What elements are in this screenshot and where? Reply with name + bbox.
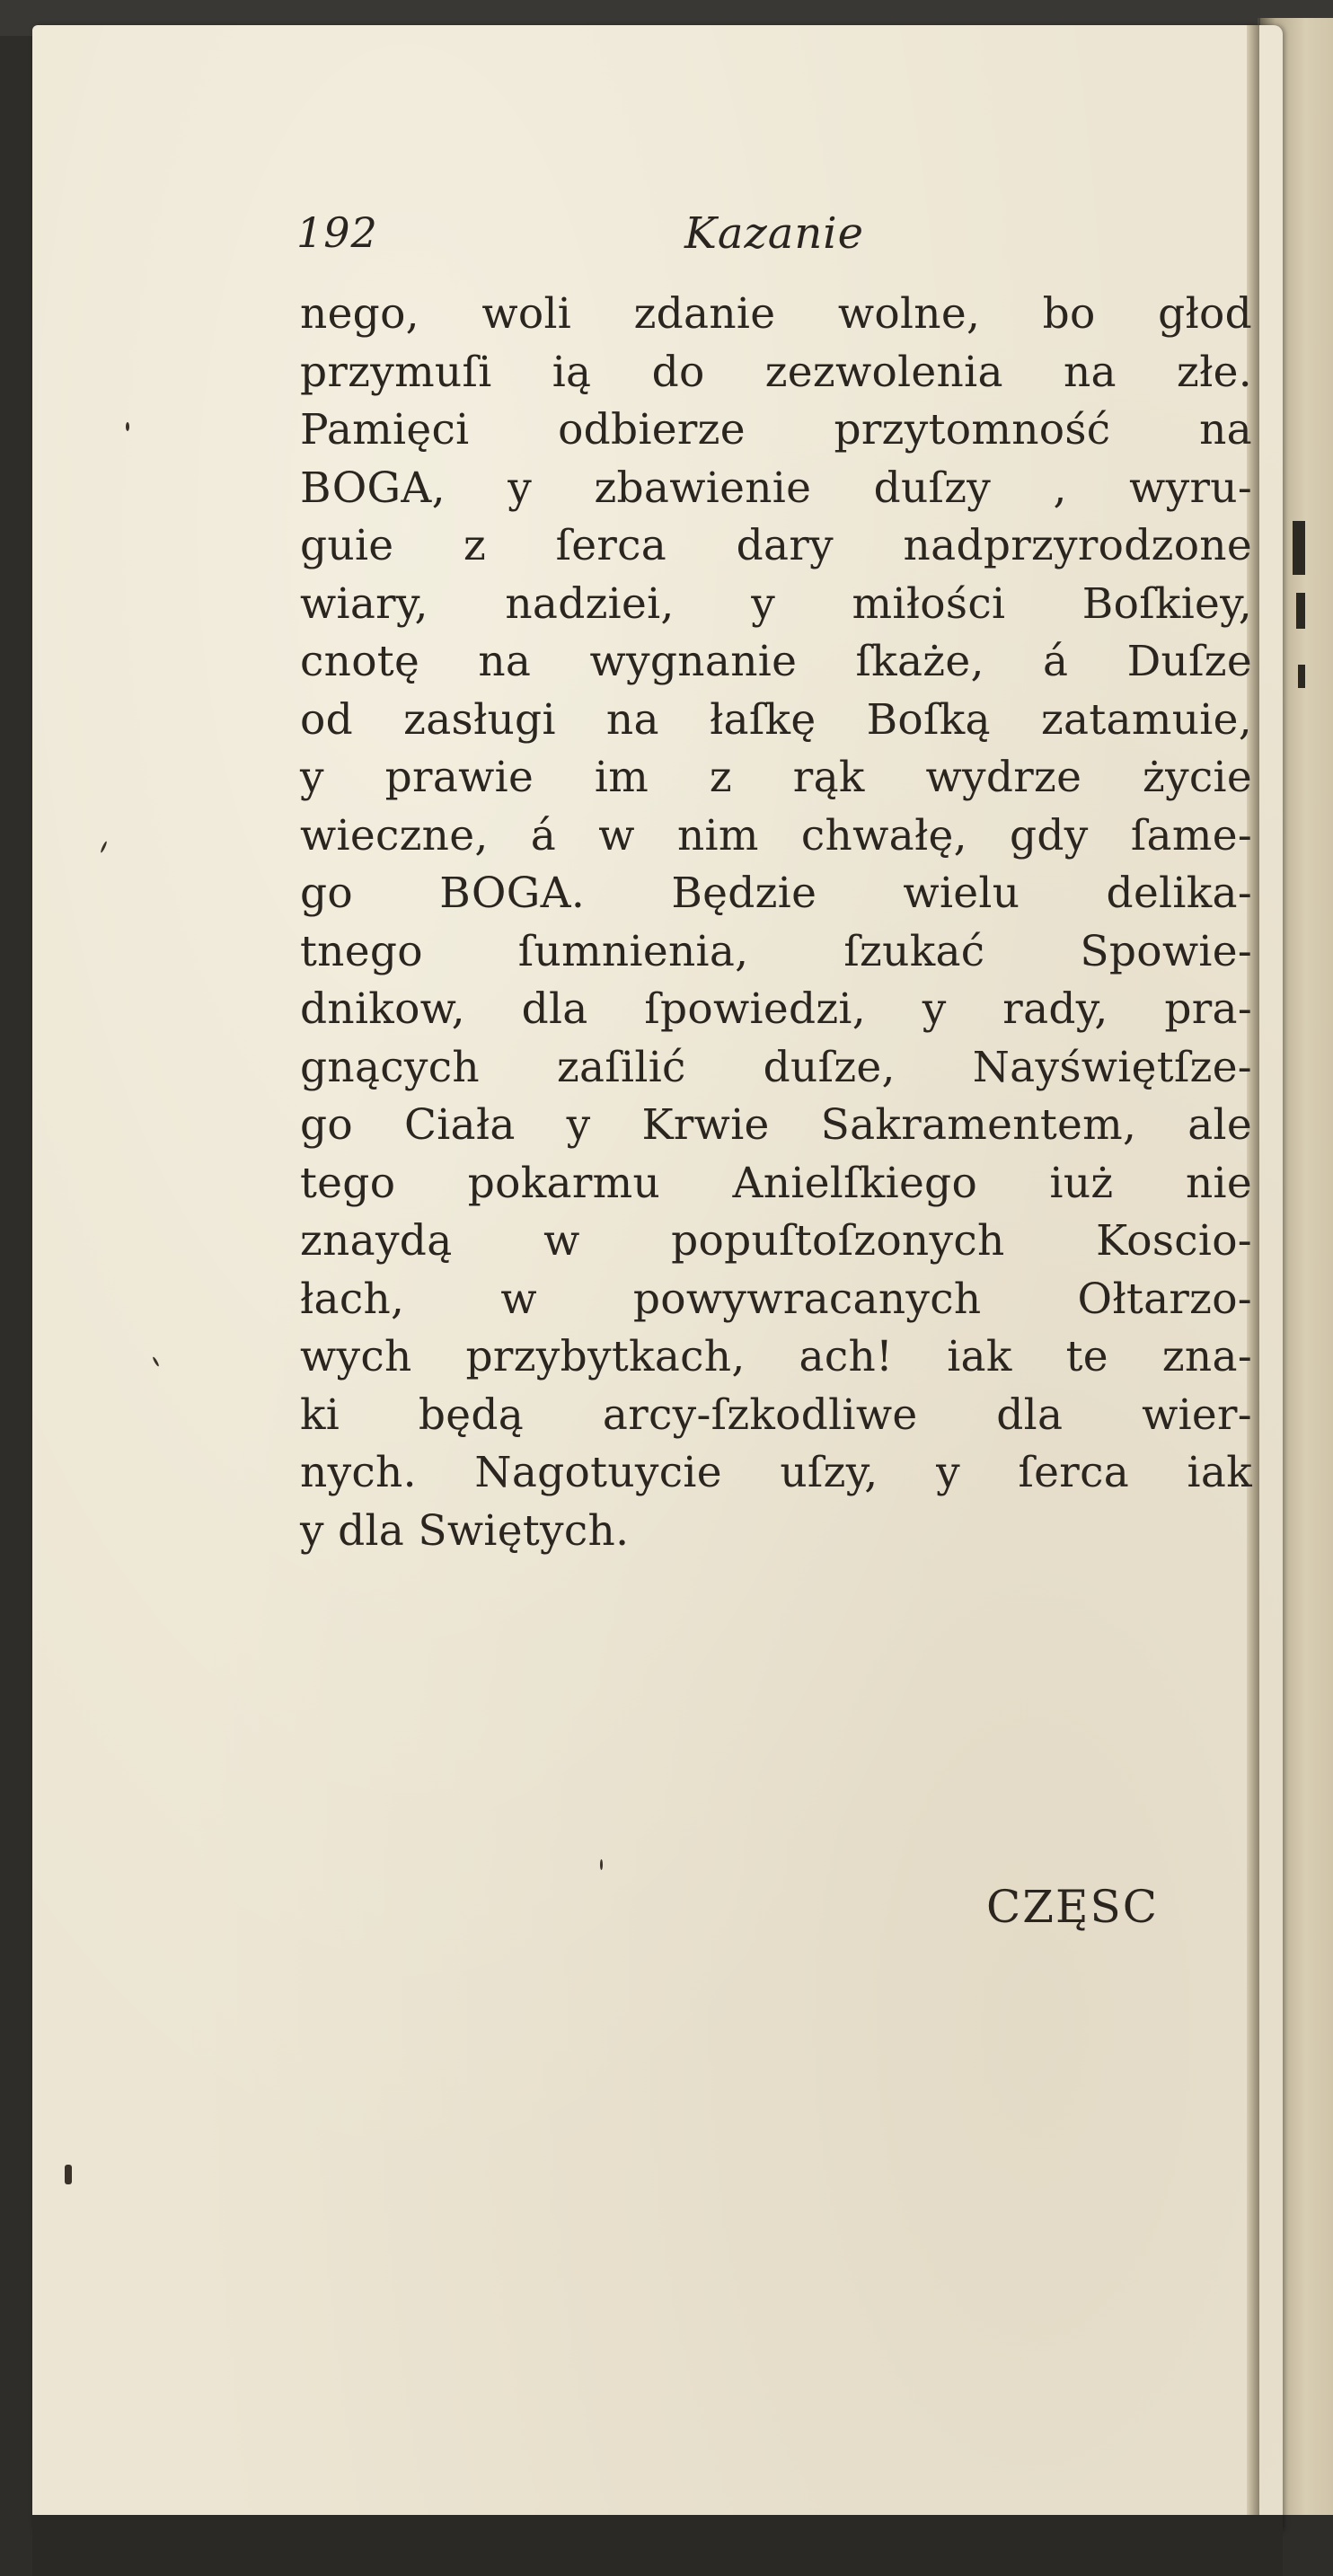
catchword: CZĘSC (986, 1881, 1160, 1933)
paper-speck (65, 2165, 72, 2184)
page-header (296, 208, 1231, 289)
text-line: go Ciała y Krwie Sakramentem, ale (300, 1100, 1252, 1150)
adjacent-page-mark (1298, 665, 1305, 688)
adjacent-page-mark (1296, 593, 1305, 629)
paper-speck (126, 422, 129, 431)
text-line: guie z ſerca dary nadprzyrodzone (300, 521, 1252, 570)
text-line: y dla Swiętych. (300, 1505, 630, 1556)
text-line: nych. Nagotuycie uſzy, y ſerca iak (300, 1448, 1252, 1497)
text-line: łach, w powywracanych Ołtarzo- (300, 1274, 1252, 1324)
running-head: Kazanie (684, 208, 865, 259)
text-line: wych przybytkach, ach! iak te zna- (300, 1332, 1252, 1381)
text-line: znaydą w popuſtoſzonych Koscio- (300, 1216, 1252, 1266)
scan-background-bottom (32, 2515, 1283, 2576)
text-line: y prawie im z rąk wydrze życie (300, 753, 1252, 802)
text-line: BOGA, y zbawienie duſzy , wyru- (300, 463, 1252, 513)
page-number: 192 (296, 208, 378, 257)
text-line: tego pokarmu Anielſkiego iuż nie (300, 1158, 1252, 1208)
body-text (300, 286, 1252, 1560)
text-line: wieczne, á w nim chwałę, gdy ſame- (300, 810, 1252, 860)
paper-speck (600, 1859, 603, 1870)
adjacent-page-mark (1293, 521, 1305, 575)
text-line: dnikow, dla ſpowiedzi, y rady, pra- (300, 984, 1252, 1034)
text-line: przymuſi ią do zezwolenia na złe. (300, 347, 1252, 397)
text-line: ki będą arcy-ſzkodliwe dla wier- (300, 1389, 1252, 1440)
text-line: Pamięci odbierze przytomność na (300, 405, 1252, 454)
text-line: go BOGA. Będzie wielu delika- (300, 869, 1252, 918)
text-line: od zasługi na łaſkę Boſką zatamuie, (300, 694, 1252, 745)
text-line: nego, woli zdanie wolne, bo głod (300, 289, 1252, 339)
text-line: gnących zaſilić duſze, Nayświętſze- (300, 1042, 1252, 1092)
text-line: tnego ſumnienia, ſzukać Spowie- (300, 926, 1252, 976)
text-line: cnotę na wygnanie ſkaże, á Duſze (300, 637, 1252, 686)
text-line: wiary, nadziei, y miłości Boſkiey, (300, 578, 1252, 629)
